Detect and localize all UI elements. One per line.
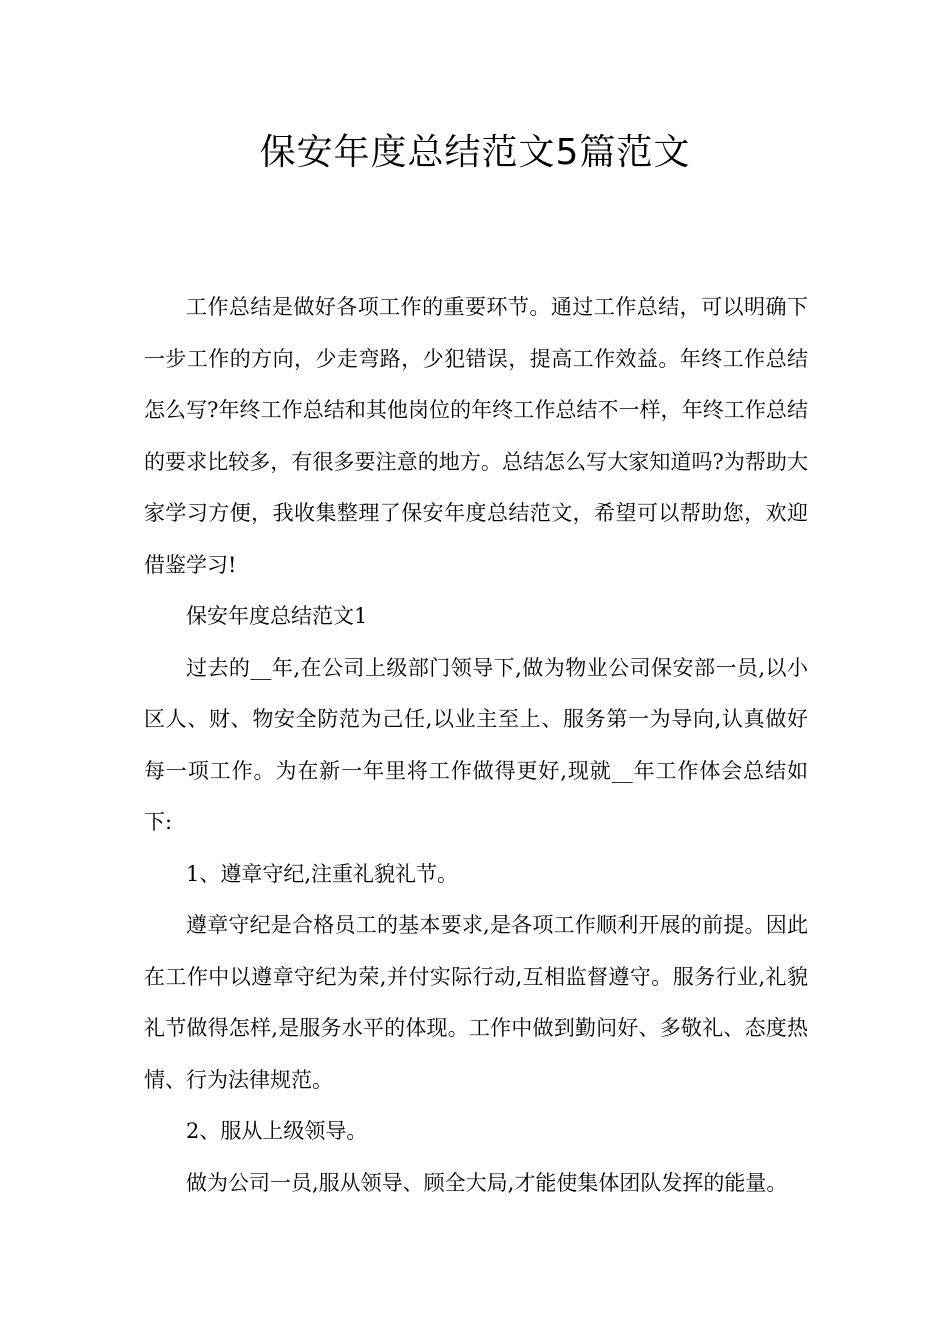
body-paragraph: 过去的__年,在公司上级部门领导下,做为物业公司保安部一员,以小区人、财、物安全防范为己任,以业主至上、服务第一为导向,认真做好每一项工作。为在新一年里将工作做得更好,现就__年工作体会总结如下:	[144, 655, 808, 834]
intro-paragraph: 工作总结是做好各项工作的重要环节。通过工作总结，可以明确下一步工作的方向，少走弯路，少犯错误，提高工作效益。年终工作总结怎么写?年终工作总结和其他岗位的年终工作总结不一样，年终工作总结的要求比较多，有很多要注意的地方。总结怎么写大家知道吗?为帮助大家学习方便，我收集整理了保安年度总结范文，希望可以帮助您，欢迎借鉴学习!	[144, 295, 808, 577]
section-heading: 保安年度总结范文1	[186, 604, 368, 628]
document-title: 保安年度总结范文5篇范文	[259, 132, 691, 173]
subsection-heading: 1、遵章守纪,注重礼貌礼节。	[186, 861, 459, 886]
subsection-heading: 2、服从上级领导。	[186, 1119, 368, 1143]
body-paragraph: 遵章守纪是合格员工的基本要求,是各项工作顺利开展的前提。因此在工作中以遵章守纪为荣,并付实际行动,互相监督遵守。服务行业,礼貌礼节做得怎样,是服务水平的体现。工作中做到勤问好、多敬礼、态度热情、行为法律规范。	[144, 913, 808, 1092]
document-body	[144, 282, 808, 1209]
body-paragraph: 做为公司一员,服从领导、顾全大局,才能使集体团队发挥的能量。	[186, 1170, 788, 1195]
